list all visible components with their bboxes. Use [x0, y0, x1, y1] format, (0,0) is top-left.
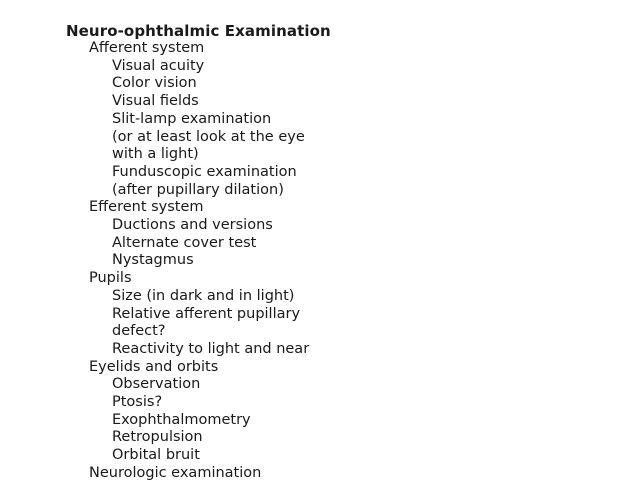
list-item — [0, 75, 638, 93]
section — [0, 359, 638, 465]
list-item-text: Alternate cover test — [112, 234, 257, 251]
list-item-text: Orbital bruit — [112, 447, 200, 464]
list-item-text: with a light) — [112, 146, 199, 163]
list-item — [0, 58, 638, 76]
section — [0, 465, 638, 483]
section-heading: Afferent system — [89, 40, 205, 56]
list-item-text: (or at least look at the eye — [112, 128, 305, 145]
section — [0, 199, 638, 270]
list-item-text: Retropulsion — [112, 429, 203, 446]
list-item-text: Ptosis? — [112, 394, 163, 411]
list-item — [0, 164, 638, 199]
section-heading: Neurologic examination — [89, 464, 262, 481]
list-item — [0, 429, 638, 447]
list-item-text: Observation — [112, 376, 201, 393]
section-heading: Pupils — [89, 270, 132, 287]
list-item — [0, 394, 638, 412]
list-item-text: Exophthalmometry — [112, 411, 251, 428]
item-list — [0, 217, 638, 270]
list-item-text: Nystagmus — [112, 252, 194, 269]
list-item — [0, 235, 638, 253]
list-item-text: Size (in dark and in light) — [112, 287, 295, 304]
examination-outline — [0, 40, 638, 483]
list-item — [0, 306, 638, 341]
section — [0, 40, 638, 199]
list-item — [0, 217, 638, 235]
list-item — [0, 447, 638, 465]
list-item-text: Relative afferent pupillary — [112, 305, 301, 322]
list-item-text: (after pupillary dilation) — [112, 181, 284, 198]
list-item-text: Color vision — [112, 75, 197, 92]
item-list — [0, 376, 638, 465]
section — [0, 270, 638, 359]
list-item — [0, 288, 638, 306]
section-heading: Efferent system — [89, 199, 204, 216]
list-item — [0, 93, 638, 111]
list-item-text: Visual fields — [112, 93, 199, 110]
list-item-text: Ductions and versions — [112, 217, 273, 234]
section-heading: Eyelids and orbits — [89, 358, 219, 375]
list-item-text: Visual acuity — [112, 57, 205, 74]
list-item — [0, 111, 638, 164]
list-item — [0, 341, 638, 359]
item-list — [0, 58, 638, 200]
list-item-text: Slit-lamp examination — [112, 110, 272, 127]
list-item — [0, 376, 638, 394]
list-item-text: defect? — [112, 323, 166, 340]
list-item-text: Funduscopic examination — [112, 163, 297, 180]
item-list — [0, 288, 638, 359]
list-item — [0, 252, 638, 270]
page-title: Neuro-ophthalmic Examination — [66, 22, 331, 40]
list-item-text: Reactivity to light and near — [112, 340, 310, 357]
list-item — [0, 412, 638, 430]
